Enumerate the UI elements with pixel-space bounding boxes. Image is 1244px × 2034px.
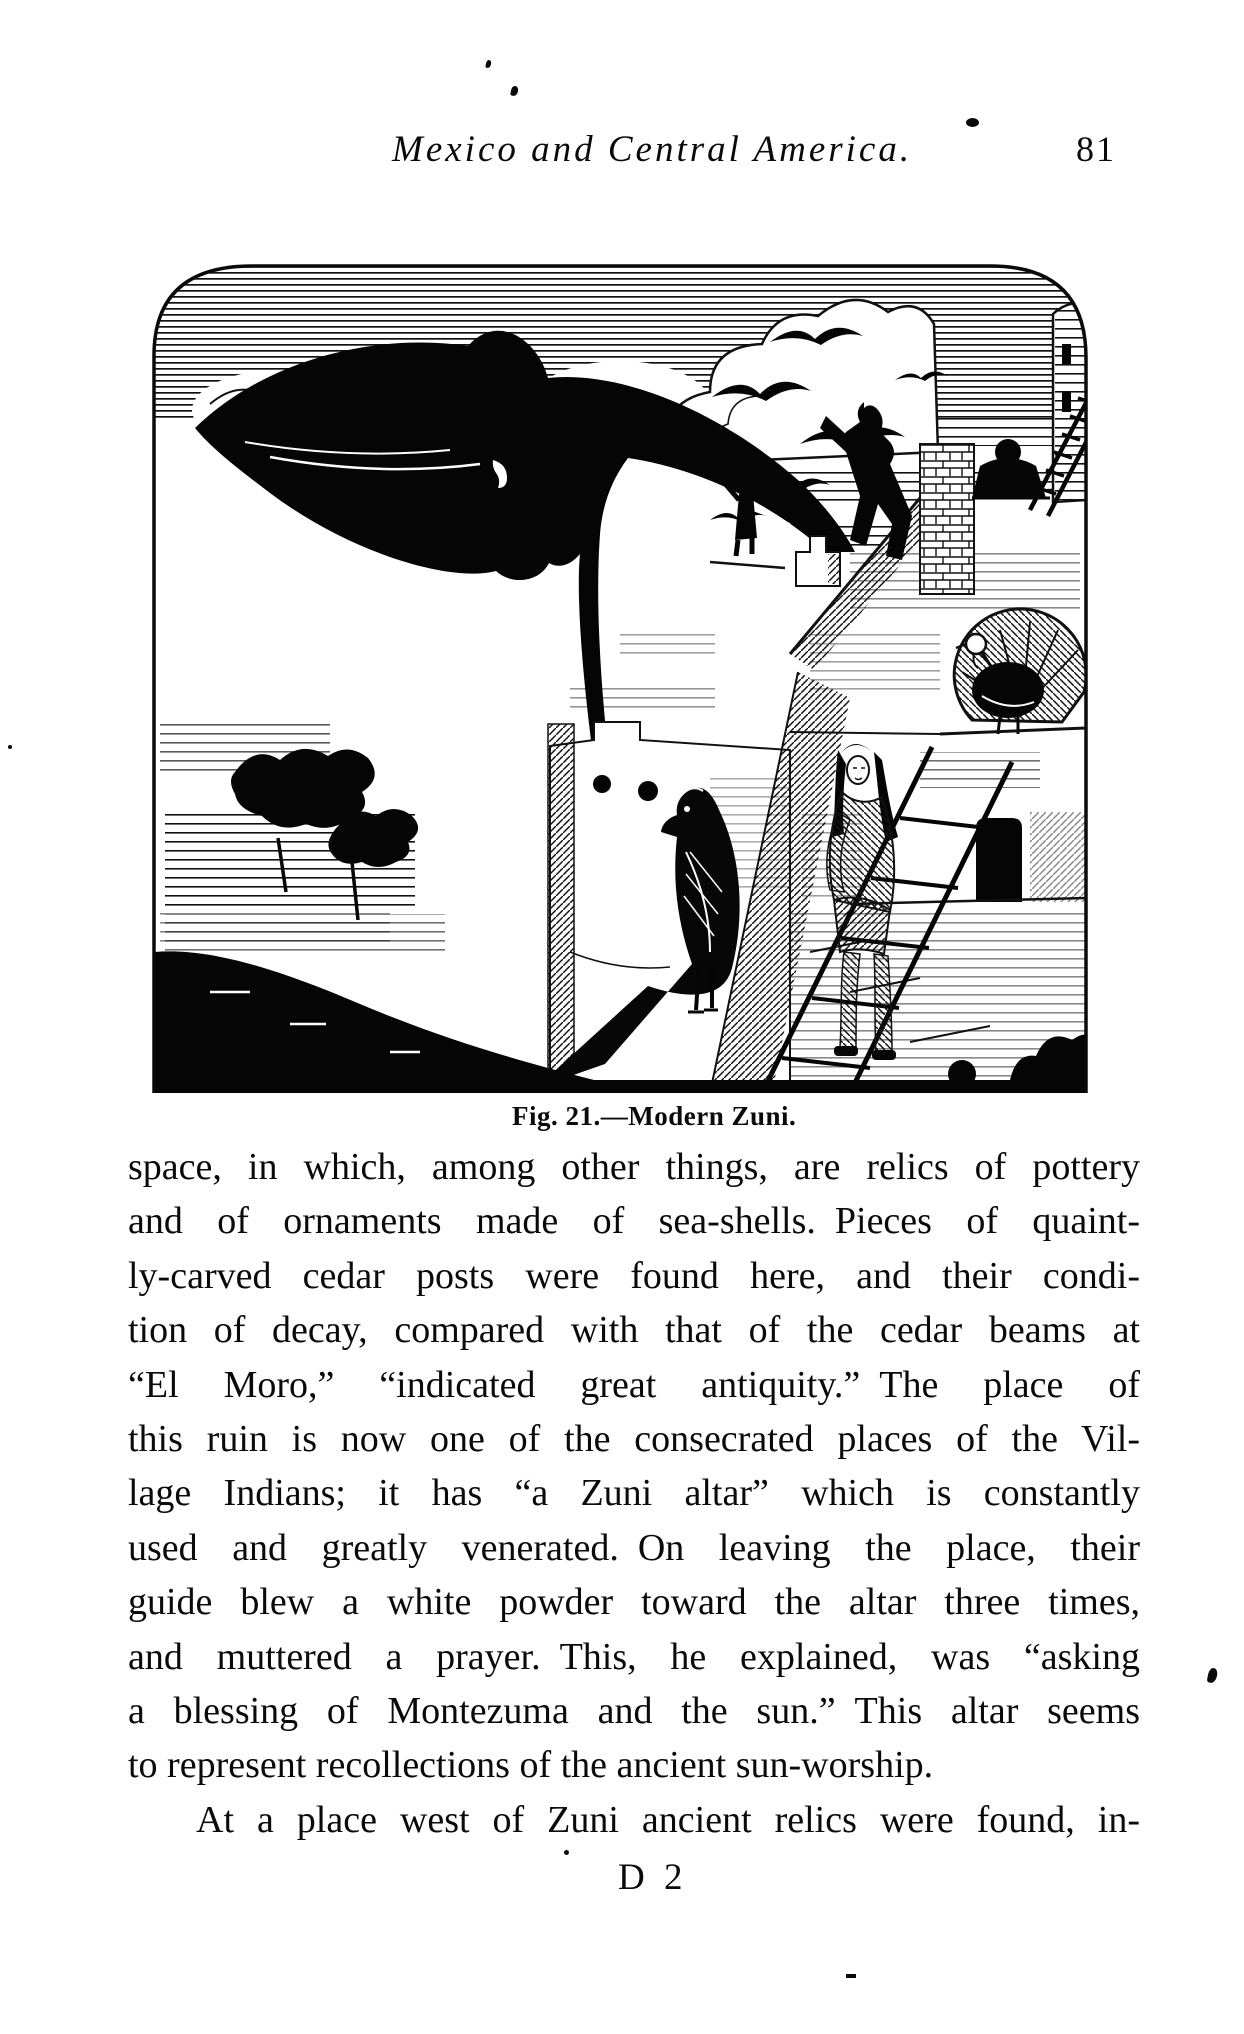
ink-speck (846, 1974, 856, 1978)
figure-caption: Fig. 21.—Modern Zuni. (512, 1101, 797, 1131)
wall-hole (638, 781, 658, 801)
body-line: “El Moro,” “indicated great antiquity.” The place of (128, 1363, 1140, 1406)
body-text (128, 1140, 1140, 1847)
body-line: a blessing of Montezuma and the sun.” This altar seems (128, 1689, 1140, 1732)
body-line: this ruin is now one of the consecrated places of the Vil- (128, 1417, 1140, 1460)
ink-speck (1207, 1667, 1219, 1684)
doorway (976, 818, 1022, 902)
body-line: and of ornaments made of sea-shells. Pieces of quaint- (128, 1200, 1140, 1243)
body-line: lage Indians; it has “a Zuni altar” which is constantly (128, 1472, 1140, 1515)
wall-hole (593, 775, 611, 793)
ink-speck (510, 85, 519, 96)
ink-speck (8, 745, 12, 749)
page-number: 81 (1076, 129, 1116, 169)
figure-illustration (150, 252, 1090, 1093)
body-line: space, in which, among other things, are relics of pottery (128, 1146, 1140, 1188)
body-line: At a place west of Zuni ancient relics were found, in- (196, 1798, 1140, 1841)
brick-column (920, 444, 974, 594)
body-line: used and greatly venerated. On leaving the place, their (128, 1526, 1140, 1569)
page-header-title: Mexico and Central America. (392, 129, 913, 170)
body-line: tion of decay, compared with that of the cedar beams at (128, 1309, 1140, 1352)
body-line: guide blew a white powder toward the altar three times, (128, 1581, 1140, 1624)
ink-speck (485, 60, 492, 69)
ink-speck (966, 118, 979, 127)
zuni-woodcut (150, 252, 1090, 1093)
ground-streaks (920, 752, 1040, 788)
running-head (0, 128, 1244, 178)
body-line: ly-carved cedar posts were found here, and their condi- (128, 1254, 1140, 1297)
ink-speck (564, 1850, 569, 1855)
signature-mark: D 2 (618, 1857, 684, 1898)
body-line: and muttered a prayer. This, he explained, was “asking (128, 1635, 1140, 1678)
body-line: to represent recollections of the ancient sun-worship. (128, 1744, 934, 1787)
